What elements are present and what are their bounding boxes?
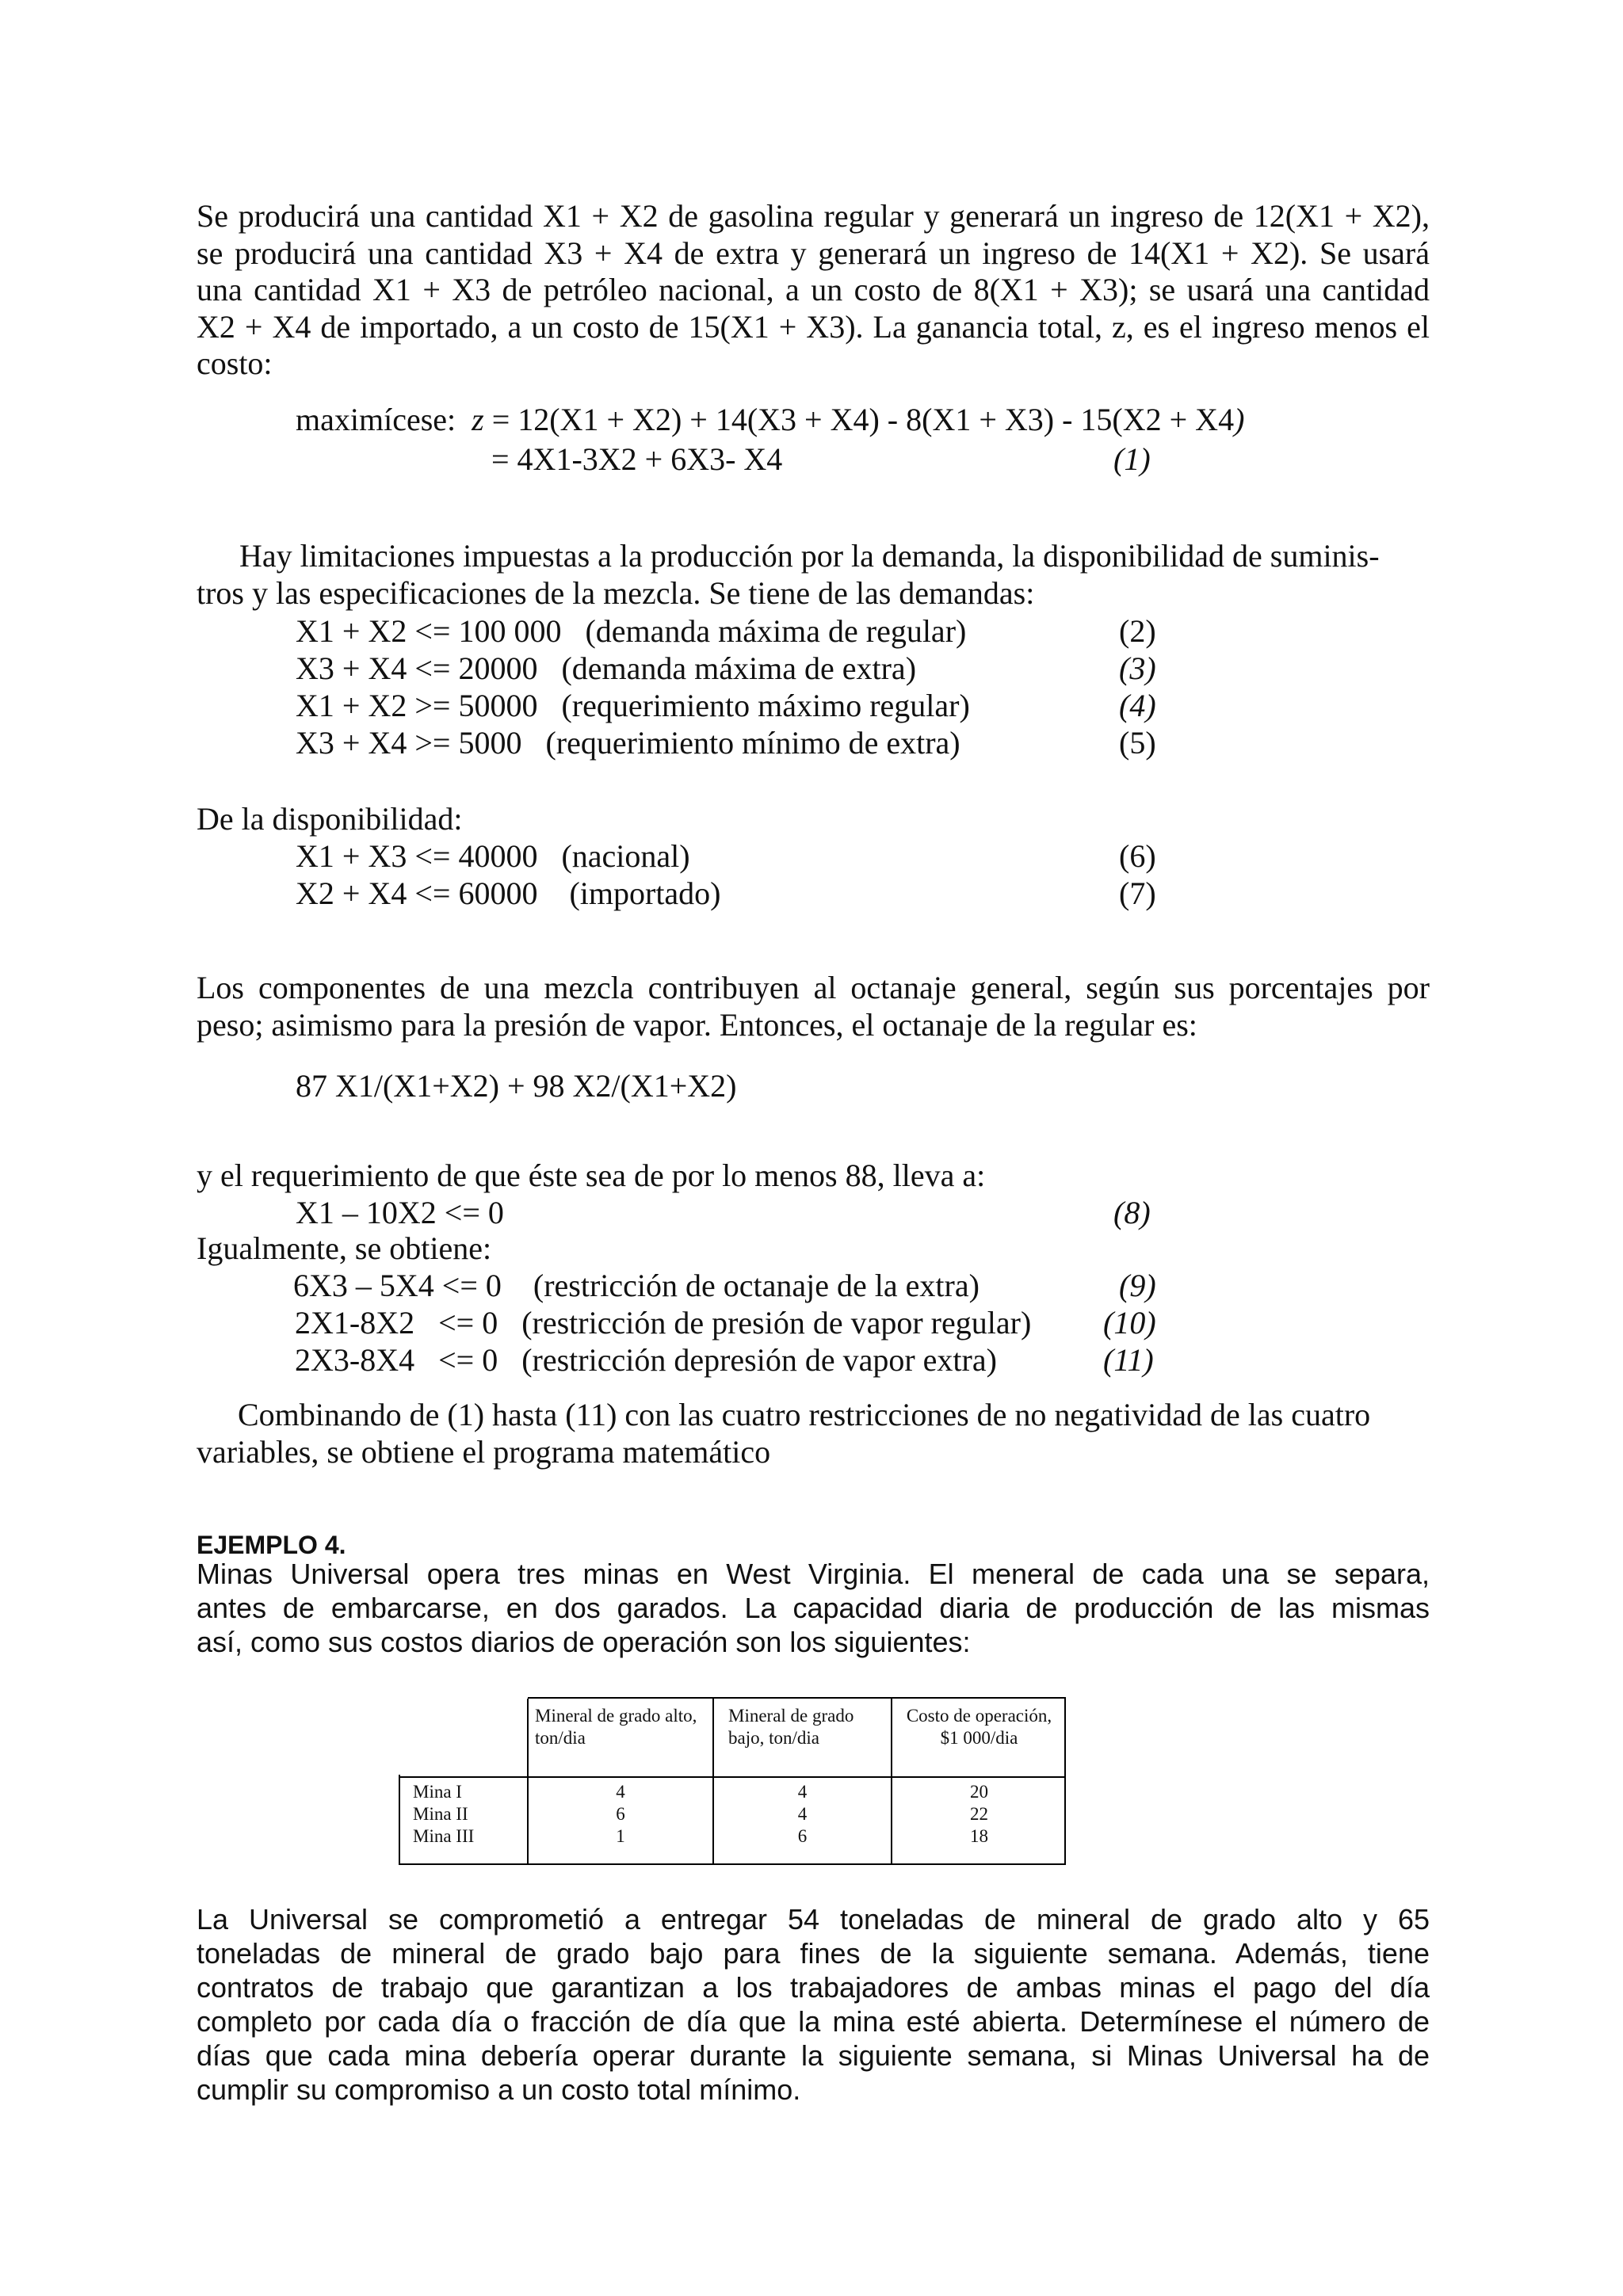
similarly-line: Igualmente, se obtiene: xyxy=(197,1230,492,1266)
equation-number: (10) xyxy=(1103,1305,1156,1341)
table-cell: 4 xyxy=(616,1782,625,1802)
constraint-expression: 6X3 – 5X4 <= 0 (restricción de octanaje de la extra) xyxy=(293,1268,980,1303)
text-line: La Universal se comprometió a entregar 54 toneladas de mineral de grado alto y 65 xyxy=(197,1903,1430,1936)
equation-number: (3) xyxy=(1119,650,1156,686)
text-line: Se producirá una cantidad X1 + X2 de gasolina regular y generará un ingreso de 12(X1 + X2), xyxy=(197,198,1430,234)
table-cell: 22 xyxy=(970,1804,988,1824)
equation-number: (11) xyxy=(1103,1342,1154,1378)
table-row-label: Mina I xyxy=(413,1782,462,1802)
text-line: Minas Universal opera tres minas en West Virginia. El meneral de cada una se separa, xyxy=(197,1558,1430,1590)
requirement-line: y el requerimiento de que éste sea de por lo menos 88, lleva a: xyxy=(197,1158,986,1193)
combining-line: Combinando de (1) hasta (11) con las cuatro restricciones de no negatividad de las cuatro xyxy=(238,1397,1371,1432)
example-heading: EJEMPLO 4. xyxy=(197,1531,346,1559)
header-text: Mineral de grado alto, xyxy=(535,1706,697,1726)
table-divider xyxy=(400,1776,1064,1778)
text-line: completo por cada día o fracción de día que la mina esté abierta. Determínese el número de xyxy=(197,2005,1430,2038)
equation-number: (4) xyxy=(1119,688,1156,723)
objective-line xyxy=(296,402,1244,439)
equation-number: (7) xyxy=(1119,875,1156,911)
table-cell: 18 xyxy=(970,1826,988,1846)
table-row-label: Mina II xyxy=(413,1804,468,1824)
availability-heading: De la disponibilidad: xyxy=(197,801,463,837)
table-cell: 4 xyxy=(797,1782,808,1802)
combining-line: variables, se obtiene el programa matemático xyxy=(197,1434,771,1470)
intro-paragraph xyxy=(197,198,1430,383)
table-header-low-grade xyxy=(728,1705,854,1749)
text-line: costo: xyxy=(197,345,273,381)
table-cell: 1 xyxy=(616,1826,625,1846)
equation-number: (1) xyxy=(1113,441,1151,477)
text-line: cumplir su compromiso a un costo total mínimo. xyxy=(197,2073,801,2106)
header-text: bajo, ton/dia xyxy=(728,1728,819,1748)
constraint-expression: 2X3-8X4 <= 0 (restricción depresión de vapor extra) xyxy=(287,1342,997,1378)
text-line: toneladas de mineral de grado bajo para fines de la siguiente semana. Además, tiene xyxy=(197,1937,1430,1970)
header-text: Mineral de grado xyxy=(728,1706,854,1726)
mines-table xyxy=(399,1697,1066,1865)
text-line: antes de embarcarse, en dos garados. La capacidad diaria de producción de las mismas xyxy=(197,1592,1430,1624)
table-cell: 20 xyxy=(970,1782,988,1802)
text-line: X2 + X4 de importado, a un costo de 15(X1 + X3). La ganancia total, z, es el ingreso menos el xyxy=(197,308,1430,345)
constraint-expression: X1 + X3 <= 40000 (nacional) xyxy=(296,838,690,874)
constraint-expression: 2X1-8X2 <= 0 (restricción de presión de vapor regular) xyxy=(287,1305,1032,1341)
constraint-expression: X1 + X2 <= 100 000 (demanda máxima de regular) xyxy=(296,613,967,649)
equation-number: (6) xyxy=(1119,838,1156,874)
text-line: días que cada mina debería operar durante la siguiente semana, si Minas Universal ha de xyxy=(197,2039,1430,2072)
text-line: contratos de trabajo que garantizan a los trabajadores de ambas minas el pago del día xyxy=(197,1971,1430,2004)
equation-number: (5) xyxy=(1119,725,1156,761)
text-line: así, como sus costos diarios de operación son los siguientes: xyxy=(197,1626,971,1658)
table-blank-corner xyxy=(399,1697,528,1775)
objective-close-paren: ) xyxy=(1234,402,1245,437)
objective-expression: = 12(X1 + X2) + 14(X3 + X4) - 8(X1 + X3) - 15(X2 + X4 xyxy=(483,402,1235,437)
table-row-label: Mina III xyxy=(413,1826,475,1846)
equation-number: (2) xyxy=(1119,613,1156,649)
example-closing xyxy=(197,1902,1430,2107)
table-header-cost xyxy=(892,1705,1066,1749)
header-text: $1 000/dia xyxy=(940,1728,1018,1748)
limits-line: Hay limitaciones impuestas a la producción por la demanda, la disponibilidad de suminis- xyxy=(239,538,1380,574)
objective-simplified: = 4X1-3X2 + 6X3- X4 xyxy=(491,441,783,477)
table-header-high-grade xyxy=(535,1705,697,1749)
equation-number: (9) xyxy=(1119,1268,1156,1303)
table-cell: 4 xyxy=(797,1804,808,1824)
octane-expression: 87 X1/(X1+X2) + 98 X2/(X1+X2) xyxy=(296,1068,737,1104)
text-line: una cantidad X1 + X3 de petróleo nacional, a un costo de 8(X1 + X3); se usará una cantidad xyxy=(197,272,1430,307)
constraint-expression: X3 + X4 >= 5000 (requerimiento mínimo de extra) xyxy=(296,725,960,761)
constraint-expression: X1 – 10X2 <= 0 xyxy=(296,1195,504,1230)
table-cell: 6 xyxy=(616,1804,625,1824)
example-intro xyxy=(197,1557,1430,1659)
text-line: se producirá una cantidad X3 + X4 de extra y generará un ingreso de 14(X1 + X2). Se usará xyxy=(197,235,1430,271)
equation-number: (8) xyxy=(1113,1195,1151,1230)
objective-label: maximícese: xyxy=(296,402,456,437)
constraint-expression: X3 + X4 <= 20000 (demanda máxima de extra) xyxy=(296,650,917,686)
constraint-expression: X1 + X2 >= 50000 (requerimiento máximo regular) xyxy=(296,688,970,723)
text-line: Los componentes de una mezcla contribuyen al octanaje general, según sus porcentajes por xyxy=(197,970,1430,1005)
table-cell: 6 xyxy=(797,1826,808,1846)
limits-line: tros y las especificaciones de la mezcla. Se tiene de las demandas: xyxy=(197,575,1035,611)
components-paragraph xyxy=(197,970,1430,1043)
text-line: peso; asimismo para la presión de vapor. Entonces, el octanaje de la regular es: xyxy=(197,1006,1197,1043)
constraint-expression: X2 + X4 <= 60000 (importado) xyxy=(296,875,721,911)
objective-variable: z xyxy=(472,402,484,437)
header-text: ton/dia xyxy=(535,1728,586,1748)
header-text: Costo de operación, xyxy=(906,1706,1052,1726)
